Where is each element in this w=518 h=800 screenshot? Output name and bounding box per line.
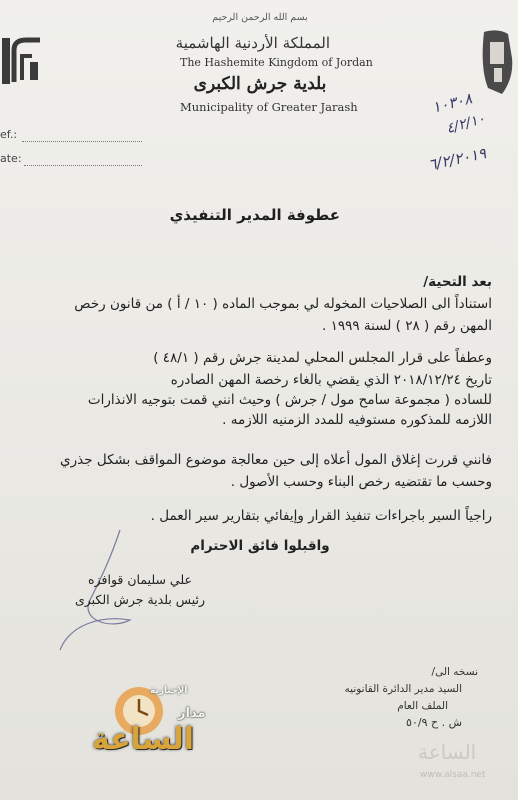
cc-line-2: الملف العام <box>397 700 448 712</box>
handwritten-number: ١٠٣٠٨ <box>430 89 474 117</box>
signature-scribble <box>40 520 160 660</box>
cc-label: نسخه الى/ <box>431 666 478 678</box>
municipality-name-ar: بلدية جرش الكبرى <box>193 74 327 94</box>
paragraph-1-line-2: المهن رقم ( ٢٨ ) لسنة ١٩٩٩ . <box>321 318 492 334</box>
handwritten-date-2: ٦/٢/٢٠١٩ <box>426 144 488 174</box>
signatory-title: رئيس بلدية جرش الكبرى <box>74 592 206 607</box>
municipality-logo <box>0 32 48 90</box>
basmala: بسم الله الرحمن الرحيم <box>212 12 308 23</box>
ref-label: ef.: <box>0 128 18 141</box>
paragraph-3-line-2: وحسب ما تقتضيه رخص البناء وحسب الأصول . <box>230 474 492 490</box>
paragraph-2-line-4: اللازمه للمذكوره مستوفيه للمدد الزمنيه اللازمه . <box>222 412 492 428</box>
paragraph-1-line-1: استناداً الى الصلاحيات المخوله لي بموجب الماده ( ١٠ / أ ) من قانون رخص <box>74 296 492 312</box>
watermark-brand: الساعة <box>92 722 195 757</box>
kingdom-name-ar: المملكة الأردنية الهاشمية <box>175 34 330 52</box>
paragraph-3-line-1: فانني قررت إغلاق المول أعلاه إلى حين معالجة موضوع المواقف بشكل جذري <box>60 452 492 468</box>
paragraph-4: راجياً السير باجراءات تنفيذ القرار وإيفائي بتقارير سير العمل . <box>150 508 492 524</box>
cc-line-3: ش . ح ٥٠/٩ <box>406 716 462 729</box>
closing-line: واقبلوا فائق الاحترام <box>190 538 330 554</box>
signatory-name: علي سليمان قوافزه <box>88 572 192 587</box>
paragraph-2-line-3: للساده ( مجموعة سامح مول / جرش ) وحيث انني قمت بتوجيه الانذارات <box>87 392 492 408</box>
date-line <box>24 165 142 166</box>
watermark-url: www.alsaa.net <box>420 770 486 780</box>
watermark-faint-brand: الساعة <box>418 740 477 764</box>
greeting: بعد التحية/ <box>423 274 492 290</box>
date-label: ate: <box>0 152 22 165</box>
handwritten-date-1: ٤/٢/١٠ <box>444 110 487 138</box>
municipality-name-en: Municipality of Greater Jarash <box>180 100 358 114</box>
kingdom-name-en: The Hashemite Kingdom of Jordan <box>180 56 373 69</box>
ref-line <box>22 141 142 142</box>
watermark-tag: الإخبارية <box>150 686 188 696</box>
jordan-emblem <box>478 28 518 98</box>
cc-line-1: السيد مدير الدائرة القانونيه <box>344 683 462 695</box>
paragraph-2-line-2: تاريخ ٢٠١٨/١٢/٢٤ الذي يقضي بالغاء رخصة المهن الصادره <box>170 372 492 388</box>
letter-title: عطوفة المدير التنفيذي <box>169 206 340 224</box>
watermark-small-text: مدار <box>178 706 206 721</box>
paragraph-2-line-1: وعطفاً على قرار المجلس المحلي لمدينة جرش رقم ( ٤٨/١ ) <box>153 350 492 366</box>
